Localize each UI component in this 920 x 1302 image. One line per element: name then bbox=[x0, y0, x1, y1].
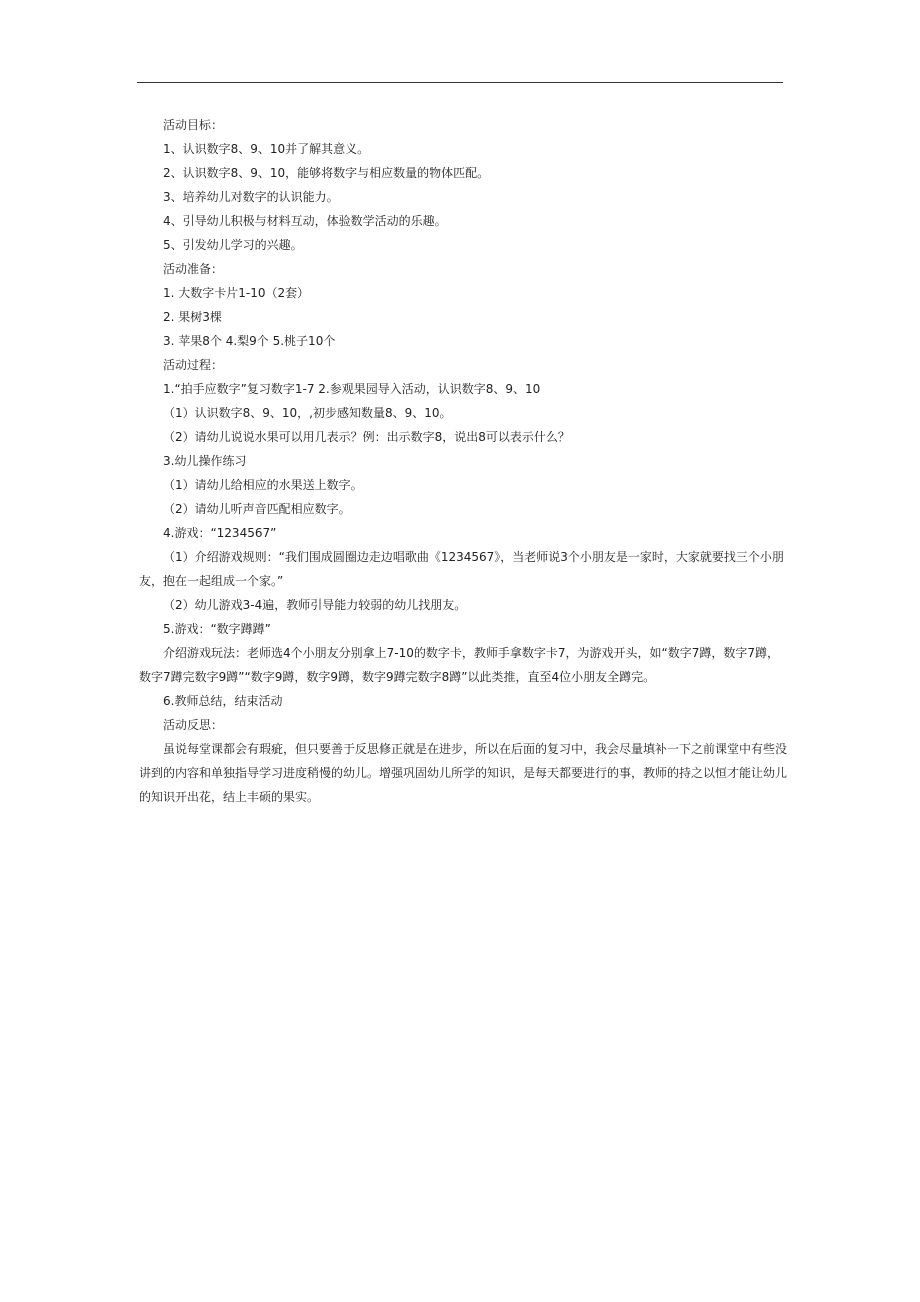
step-3-item: （1）请幼儿给相应的水果送上数字。 bbox=[163, 478, 363, 492]
prep-item: 2. 果树3棵 bbox=[163, 310, 222, 324]
goal-item: 2、认识数字8、9、10，能够将数字与相应数量的物体匹配。 bbox=[163, 166, 490, 180]
step-6: 6.教师总结，结束活动 bbox=[163, 694, 283, 708]
step-4-rules: （1）介绍游戏规则：“我们围成圆圈边走边唱歌曲《1234567》，当老师说3个小朋友是一家时，大家就要找三个小朋友，抱在一起组成一个家。” bbox=[139, 550, 784, 588]
prep-item: 1. 大数字卡片1-10（2套） bbox=[163, 286, 310, 300]
process-heading: 活动过程： bbox=[163, 358, 224, 372]
goal-item: 5、引发幼儿学习的兴趣。 bbox=[163, 238, 303, 252]
goal-item: 4、引导幼儿积极与材料互动，体验数学活动的乐趣。 bbox=[163, 214, 447, 228]
prep-item: 3. 苹果8个 4.梨9个 5.桃子10个 bbox=[163, 334, 336, 348]
step-1-item: （2）请幼儿说说水果可以用几表示？例：出示数字8，说出8可以表示什么？ bbox=[163, 430, 570, 444]
header-rule bbox=[137, 82, 783, 83]
goal-item: 1、认识数字8、9、10并了解其意义。 bbox=[163, 142, 370, 156]
document-body bbox=[139, 113, 789, 809]
step-5: 5.游戏：“数字蹲蹲” bbox=[163, 622, 271, 636]
goal-item: 3、培养幼儿对数字的认识能力。 bbox=[163, 190, 339, 204]
step-3-item: （2）请幼儿听声音匹配相应数字。 bbox=[163, 502, 351, 516]
step-4-play: （2）幼儿游戏3-4遍，教师引导能力较弱的幼儿找朋友。 bbox=[163, 598, 467, 612]
goals-heading: 活动目标： bbox=[163, 118, 224, 132]
step-4: 4.游戏：“1234567” bbox=[163, 526, 277, 540]
reflection-heading: 活动反思： bbox=[163, 718, 224, 732]
step-5-description: 介绍游戏玩法：老师选4个小朋友分别拿上7-10的数字卡，教师手拿数字卡7，为游戏开头，如“数字7蹲，数字7蹲，数字7蹲完数字9蹲”“数字9蹲，数字9蹲，数字9蹲完数字8蹲”以此类推，直至4位小朋友全蹲完。 bbox=[139, 646, 779, 684]
step-1-item: （1）认识数字8、9、10，,初步感知数量8、9、10。 bbox=[163, 406, 452, 420]
prep-heading: 活动准备： bbox=[163, 262, 224, 276]
reflection-paragraph: 虽说每堂课都会有瑕疵，但只要善于反思修正就是在进步，所以在后面的复习中，我会尽量填补一下之前课堂中有些没讲到的内容和单独指导学习进度稍慢的幼儿。增强巩固幼儿所学的知识，是每天都要进行的事，教师的持之以恒才能让幼儿的知识开出花，结上丰硕的果实。 bbox=[139, 742, 788, 804]
step-3: 3.幼儿操作练习 bbox=[163, 454, 247, 468]
step-1: 1.“拍手应数字”复习数字1-7 2.参观果园导入活动，认识数字8、9、10 bbox=[163, 382, 541, 396]
